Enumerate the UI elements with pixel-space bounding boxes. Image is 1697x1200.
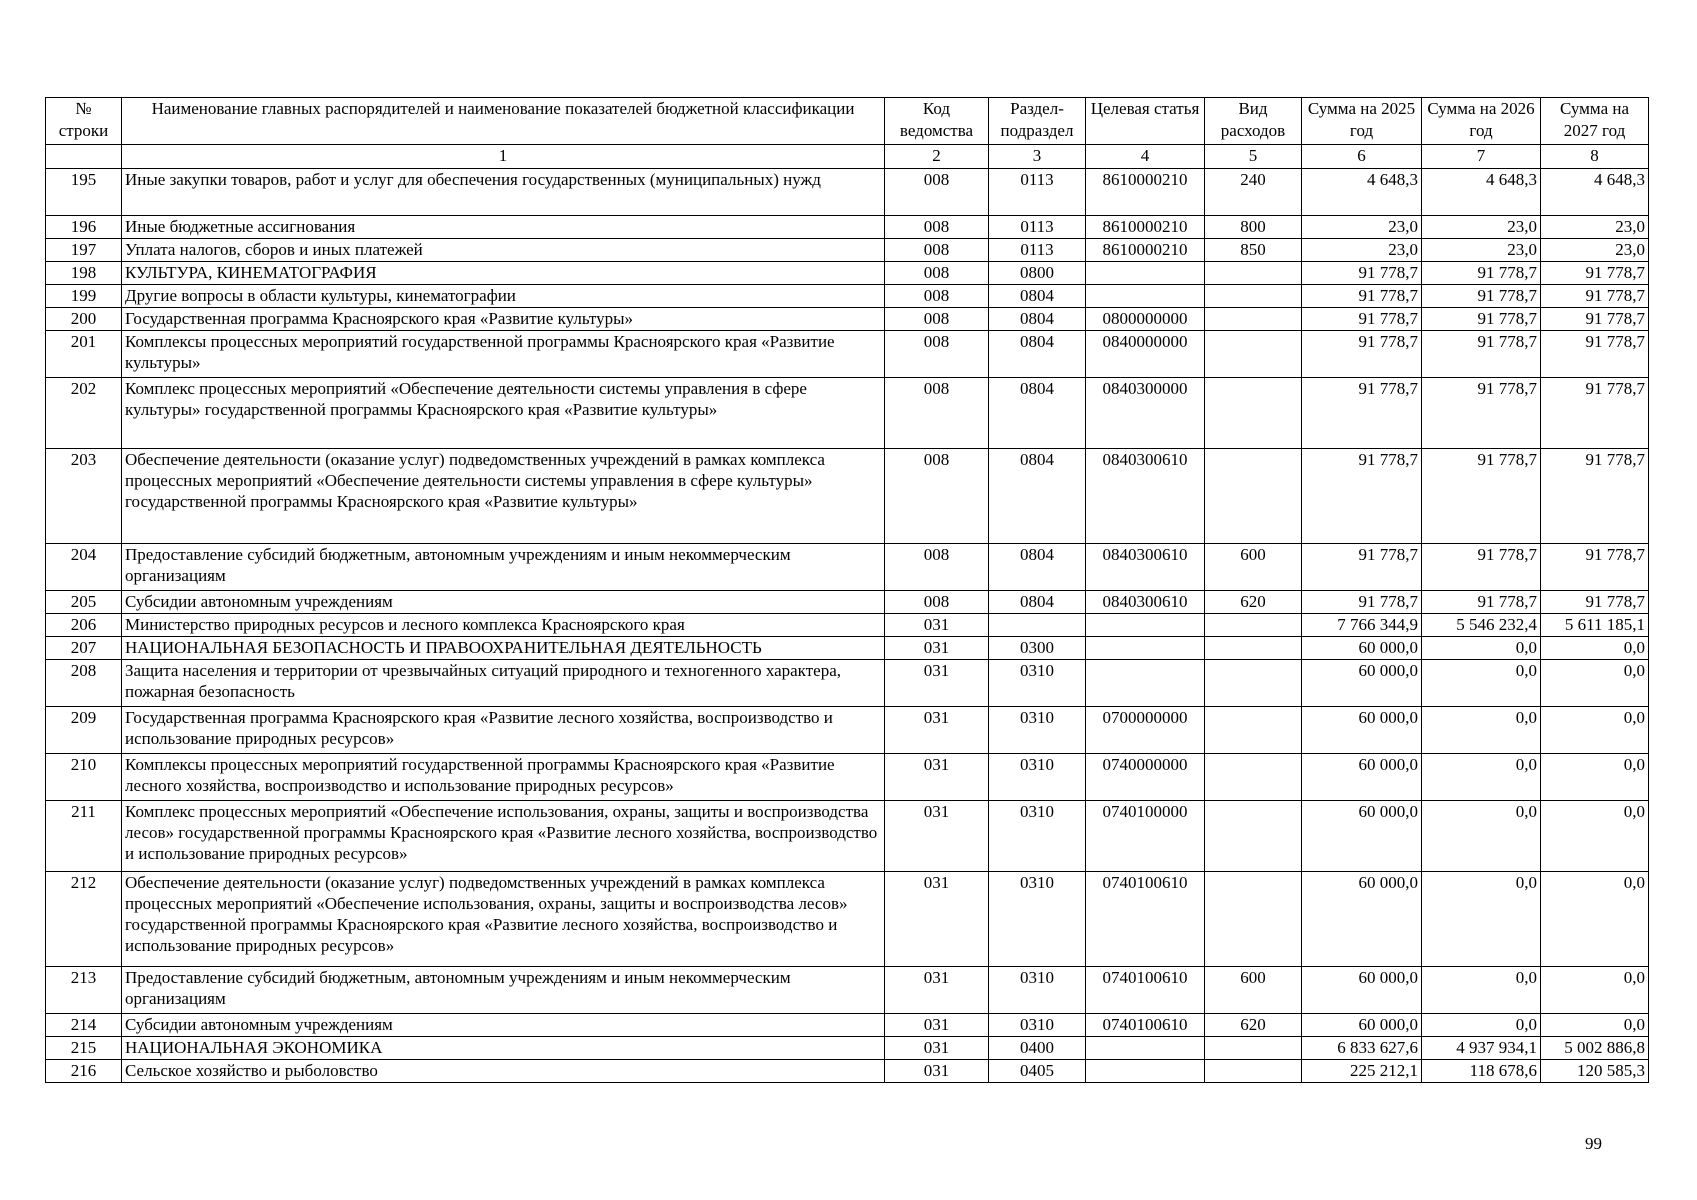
page-number: 99: [1585, 1134, 1602, 1153]
column-number: 2: [885, 145, 989, 169]
expense-type: [1205, 707, 1302, 754]
department-code: 008: [885, 216, 989, 239]
column-number: 4: [1086, 145, 1205, 169]
target-article: 0740100610: [1086, 872, 1205, 967]
table-row: [46, 967, 1649, 1014]
target-article: 0740100000: [1086, 801, 1205, 872]
table-row: [46, 1060, 1649, 1083]
department-code: 008: [885, 169, 989, 216]
section-code: 0804: [989, 331, 1086, 378]
department-code: 031: [885, 872, 989, 967]
row-name: Уплата налогов, сборов и иных платежей: [122, 239, 885, 262]
row-number: 201: [46, 331, 122, 378]
section-code: 0405: [989, 1060, 1086, 1083]
department-code: 031: [885, 754, 989, 801]
column-number: 7: [1422, 145, 1541, 169]
sum-2025: 91 778,7: [1302, 449, 1422, 544]
sum-2026: 23,0: [1422, 239, 1541, 262]
department-code: 008: [885, 544, 989, 591]
row-name: Защита населения и территории от чрезвычайных ситуаций природного и техногенного характера, пожарная безопасность: [122, 660, 885, 707]
column-number: 3: [989, 145, 1086, 169]
row-name: Субсидии автономным учреждениям: [122, 591, 885, 614]
department-code: 031: [885, 1060, 989, 1083]
section-code: 0310: [989, 967, 1086, 1014]
sum-2025: 60 000,0: [1302, 872, 1422, 967]
column-number: [46, 145, 122, 169]
row-number: 213: [46, 967, 122, 1014]
section-code: 0113: [989, 169, 1086, 216]
row-number: 208: [46, 660, 122, 707]
header-row-number: № строки: [46, 98, 122, 145]
target-article: 8610000210: [1086, 239, 1205, 262]
expense-type: [1205, 660, 1302, 707]
department-code: 008: [885, 308, 989, 331]
header-sum-2025: Сумма на 2025 год: [1302, 98, 1422, 145]
target-article: [1086, 1060, 1205, 1083]
target-article: [1086, 285, 1205, 308]
row-number: 215: [46, 1037, 122, 1060]
department-code: 008: [885, 591, 989, 614]
sum-2027: 0,0: [1541, 967, 1649, 1014]
expense-type: 620: [1205, 591, 1302, 614]
budget-table: [45, 97, 1649, 1083]
sum-2025: 6 833 627,6: [1302, 1037, 1422, 1060]
sum-2026: 91 778,7: [1422, 449, 1541, 544]
department-code: 008: [885, 378, 989, 449]
target-article: [1086, 1037, 1205, 1060]
sum-2025: 91 778,7: [1302, 285, 1422, 308]
sum-2027: 91 778,7: [1541, 262, 1649, 285]
sum-2027: 0,0: [1541, 754, 1649, 801]
sum-2025: 7 766 344,9: [1302, 614, 1422, 637]
section-code: 0310: [989, 1014, 1086, 1037]
table-row: [46, 216, 1649, 239]
row-name: Предоставление субсидий бюджетным, автономным учреждениям и иным некоммерческим организациям: [122, 544, 885, 591]
sum-2025: 91 778,7: [1302, 591, 1422, 614]
row-number: 198: [46, 262, 122, 285]
row-name: НАЦИОНАЛЬНАЯ ЭКОНОМИКА: [122, 1037, 885, 1060]
row-number: 197: [46, 239, 122, 262]
row-name: Министерство природных ресурсов и лесного комплекса Красноярского края: [122, 614, 885, 637]
column-number: 6: [1302, 145, 1422, 169]
row-number: 206: [46, 614, 122, 637]
sum-2026: 0,0: [1422, 754, 1541, 801]
row-name: Предоставление субсидий бюджетным, автономным учреждениям и иным некоммерческим организациям: [122, 967, 885, 1014]
sum-2026: 0,0: [1422, 637, 1541, 660]
expense-type: [1205, 637, 1302, 660]
sum-2027: 91 778,7: [1541, 331, 1649, 378]
expense-type: [1205, 754, 1302, 801]
row-name: Обеспечение деятельности (оказание услуг) подведомственных учреждений в рамках комплекса процессных мероприятий «Обеспечение использования, охраны, защиты и воспроизводства лесов» государственной программы Красноярского края «Развитие лесного хозяйства, воспроизводство и использование природных ресурсов»: [122, 872, 885, 967]
column-number-row: [46, 145, 1649, 169]
target-article: [1086, 614, 1205, 637]
section-code: 0310: [989, 754, 1086, 801]
table-row: [46, 378, 1649, 449]
sum-2025: 23,0: [1302, 239, 1422, 262]
sum-2027: 0,0: [1541, 637, 1649, 660]
table-row: [46, 660, 1649, 707]
sum-2027: 5 002 886,8: [1541, 1037, 1649, 1060]
target-article: [1086, 637, 1205, 660]
expense-type: [1205, 1037, 1302, 1060]
expense-type: [1205, 308, 1302, 331]
row-number: 211: [46, 801, 122, 872]
sum-2027: 23,0: [1541, 239, 1649, 262]
sum-2027: 0,0: [1541, 801, 1649, 872]
row-number: 207: [46, 637, 122, 660]
target-article: 0740000000: [1086, 754, 1205, 801]
row-number: 200: [46, 308, 122, 331]
sum-2026: 0,0: [1422, 707, 1541, 754]
row-number: 202: [46, 378, 122, 449]
section-code: 0804: [989, 308, 1086, 331]
expense-type: [1205, 872, 1302, 967]
row-name: Другие вопросы в области культуры, кинематографии: [122, 285, 885, 308]
sum-2026: 4 648,3: [1422, 169, 1541, 216]
expense-type: [1205, 285, 1302, 308]
row-name: КУЛЬТУРА, КИНЕМАТОГРАФИЯ: [122, 262, 885, 285]
table-row: [46, 754, 1649, 801]
sum-2026: 91 778,7: [1422, 308, 1541, 331]
sum-2026: 0,0: [1422, 801, 1541, 872]
section-code: 0804: [989, 378, 1086, 449]
target-article: 0840300610: [1086, 591, 1205, 614]
sum-2025: 60 000,0: [1302, 754, 1422, 801]
table-row: [46, 1037, 1649, 1060]
sum-2025: 91 778,7: [1302, 331, 1422, 378]
sum-2026: 0,0: [1422, 660, 1541, 707]
target-article: 0740100610: [1086, 967, 1205, 1014]
sum-2027: 91 778,7: [1541, 591, 1649, 614]
target-article: 0840300610: [1086, 449, 1205, 544]
sum-2025: 225 212,1: [1302, 1060, 1422, 1083]
target-article: 0840300610: [1086, 544, 1205, 591]
sum-2026: 0,0: [1422, 872, 1541, 967]
sum-2026: 91 778,7: [1422, 378, 1541, 449]
sum-2026: 91 778,7: [1422, 285, 1541, 308]
sum-2027: 91 778,7: [1541, 378, 1649, 449]
section-code: 0310: [989, 801, 1086, 872]
sum-2025: 91 778,7: [1302, 378, 1422, 449]
row-number: 203: [46, 449, 122, 544]
row-number: 210: [46, 754, 122, 801]
column-number: 8: [1541, 145, 1649, 169]
table-row: [46, 449, 1649, 544]
expense-type: 600: [1205, 544, 1302, 591]
section-code: 0804: [989, 591, 1086, 614]
row-name: Субсидии автономным учреждениям: [122, 1014, 885, 1037]
department-code: 008: [885, 262, 989, 285]
column-number: 5: [1205, 145, 1302, 169]
table-row: [46, 285, 1649, 308]
expense-type: 600: [1205, 967, 1302, 1014]
department-code: 031: [885, 614, 989, 637]
department-code: 008: [885, 239, 989, 262]
header-name: Наименование главных распорядителей и наименование показателей бюджетной классификации: [122, 98, 885, 145]
target-article: 0800000000: [1086, 308, 1205, 331]
target-article: 0700000000: [1086, 707, 1205, 754]
target-article: 8610000210: [1086, 169, 1205, 216]
section-code: 0804: [989, 544, 1086, 591]
sum-2025: 4 648,3: [1302, 169, 1422, 216]
department-code: 031: [885, 967, 989, 1014]
target-article: 0840000000: [1086, 331, 1205, 378]
expense-type: [1205, 614, 1302, 637]
row-number: 205: [46, 591, 122, 614]
header-target-article: Целевая статья: [1086, 98, 1205, 145]
section-code: 0800: [989, 262, 1086, 285]
sum-2027: 91 778,7: [1541, 449, 1649, 544]
sum-2027: 120 585,3: [1541, 1060, 1649, 1083]
target-article: 0740100610: [1086, 1014, 1205, 1037]
expense-type: 240: [1205, 169, 1302, 216]
department-code: 008: [885, 331, 989, 378]
section-code: 0310: [989, 872, 1086, 967]
sum-2025: 60 000,0: [1302, 801, 1422, 872]
expense-type: [1205, 262, 1302, 285]
department-code: 031: [885, 637, 989, 660]
sum-2026: 0,0: [1422, 967, 1541, 1014]
table-row: [46, 1014, 1649, 1037]
sum-2027: 91 778,7: [1541, 544, 1649, 591]
sum-2026: 0,0: [1422, 1014, 1541, 1037]
expense-type: [1205, 801, 1302, 872]
sum-2027: 91 778,7: [1541, 285, 1649, 308]
sum-2025: 91 778,7: [1302, 544, 1422, 591]
sum-2025: 60 000,0: [1302, 660, 1422, 707]
sum-2026: 91 778,7: [1422, 262, 1541, 285]
department-code: 008: [885, 285, 989, 308]
row-number: 204: [46, 544, 122, 591]
row-name: Комплекс процессных мероприятий «Обеспечение деятельности системы управления в сфере культуры» государственной программы Красноярского края «Развитие культуры»: [122, 378, 885, 449]
row-name: Иные закупки товаров, работ и услуг для обеспечения государственных (муниципальных) нужд: [122, 169, 885, 216]
sum-2026: 118 678,6: [1422, 1060, 1541, 1083]
department-code: 031: [885, 1014, 989, 1037]
table-row: [46, 239, 1649, 262]
expense-type: 620: [1205, 1014, 1302, 1037]
section-code: [989, 614, 1086, 637]
sum-2025: 60 000,0: [1302, 1014, 1422, 1037]
row-name: Комплексы процессных мероприятий государственной программы Красноярского края «Развитие лесного хозяйства, воспроизводство и использование природных ресурсов»: [122, 754, 885, 801]
sum-2026: 23,0: [1422, 216, 1541, 239]
expense-type: 800: [1205, 216, 1302, 239]
expense-type: [1205, 1060, 1302, 1083]
sum-2027: 0,0: [1541, 1014, 1649, 1037]
header-sum-2027: Сумма на 2027 год: [1541, 98, 1649, 145]
sum-2025: 23,0: [1302, 216, 1422, 239]
sum-2027: 0,0: [1541, 872, 1649, 967]
row-number: 209: [46, 707, 122, 754]
sum-2025: 91 778,7: [1302, 262, 1422, 285]
department-code: 031: [885, 1037, 989, 1060]
header-expense-type: Вид расходов: [1205, 98, 1302, 145]
section-code: 0804: [989, 449, 1086, 544]
section-code: 0113: [989, 216, 1086, 239]
row-name: Сельское хозяйство и рыболовство: [122, 1060, 885, 1083]
table-row: [46, 331, 1649, 378]
table-row: [46, 169, 1649, 216]
sum-2027: 0,0: [1541, 707, 1649, 754]
header-row: [46, 98, 1649, 145]
column-number: 1: [122, 145, 885, 169]
sum-2027: 91 778,7: [1541, 308, 1649, 331]
sum-2026: 91 778,7: [1422, 591, 1541, 614]
header-sum-2026: Сумма на 2026 год: [1422, 98, 1541, 145]
row-number: 199: [46, 285, 122, 308]
table-row: [46, 308, 1649, 331]
sum-2027: 0,0: [1541, 660, 1649, 707]
target-article: 0840300000: [1086, 378, 1205, 449]
section-code: 0804: [989, 285, 1086, 308]
table-row: [46, 262, 1649, 285]
section-code: 0300: [989, 637, 1086, 660]
sum-2025: 91 778,7: [1302, 308, 1422, 331]
table-row: [46, 544, 1649, 591]
row-name: НАЦИОНАЛЬНАЯ БЕЗОПАСНОСТЬ И ПРАВООХРАНИТЕЛЬНАЯ ДЕЯТЕЛЬНОСТЬ: [122, 637, 885, 660]
table-row: [46, 801, 1649, 872]
sum-2027: 5 611 185,1: [1541, 614, 1649, 637]
row-name: Комплекс процессных мероприятий «Обеспечение использования, охраны, защиты и воспроизводства лесов» государственной программы Красноярского края «Развитие лесного хозяйства, воспроизводство и использование природных ресурсов»: [122, 801, 885, 872]
sum-2026: 91 778,7: [1422, 544, 1541, 591]
target-article: [1086, 660, 1205, 707]
section-code: 0310: [989, 660, 1086, 707]
section-code: 0400: [989, 1037, 1086, 1060]
sum-2026: 4 937 934,1: [1422, 1037, 1541, 1060]
sum-2025: 60 000,0: [1302, 707, 1422, 754]
row-number: 214: [46, 1014, 122, 1037]
sum-2026: 91 778,7: [1422, 331, 1541, 378]
row-number: 196: [46, 216, 122, 239]
sum-2025: 60 000,0: [1302, 967, 1422, 1014]
header-department-code: Код ведомства: [885, 98, 989, 145]
table-row: [46, 591, 1649, 614]
department-code: 031: [885, 707, 989, 754]
row-name: Обеспечение деятельности (оказание услуг) подведомственных учреждений в рамках комплекса процессных мероприятий «Обеспечение деятельности системы управления в сфере культуры» государственной программы Красноярского края «Развитие культуры»: [122, 449, 885, 544]
sum-2026: 5 546 232,4: [1422, 614, 1541, 637]
expense-type: [1205, 449, 1302, 544]
row-name: Иные бюджетные ассигнования: [122, 216, 885, 239]
expense-type: [1205, 378, 1302, 449]
sum-2025: 60 000,0: [1302, 637, 1422, 660]
sum-2027: 23,0: [1541, 216, 1649, 239]
table-row: [46, 872, 1649, 967]
table-row: [46, 637, 1649, 660]
department-code: 031: [885, 660, 989, 707]
target-article: [1086, 262, 1205, 285]
department-code: 008: [885, 449, 989, 544]
row-number: 216: [46, 1060, 122, 1083]
target-article: 8610000210: [1086, 216, 1205, 239]
row-name: Государственная программа Красноярского края «Развитие лесного хозяйства, воспроизводство и использование природных ресурсов»: [122, 707, 885, 754]
table-row: [46, 614, 1649, 637]
sum-2027: 4 648,3: [1541, 169, 1649, 216]
row-number: 195: [46, 169, 122, 216]
section-code: 0310: [989, 707, 1086, 754]
header-section: Раздел-подраздел: [989, 98, 1086, 145]
section-code: 0113: [989, 239, 1086, 262]
expense-type: [1205, 331, 1302, 378]
row-name: Государственная программа Красноярского края «Развитие культуры»: [122, 308, 885, 331]
expense-type: 850: [1205, 239, 1302, 262]
department-code: 031: [885, 801, 989, 872]
row-number: 212: [46, 872, 122, 967]
table-row: [46, 707, 1649, 754]
row-name: Комплексы процессных мероприятий государственной программы Красноярского края «Развитие культуры»: [122, 331, 885, 378]
